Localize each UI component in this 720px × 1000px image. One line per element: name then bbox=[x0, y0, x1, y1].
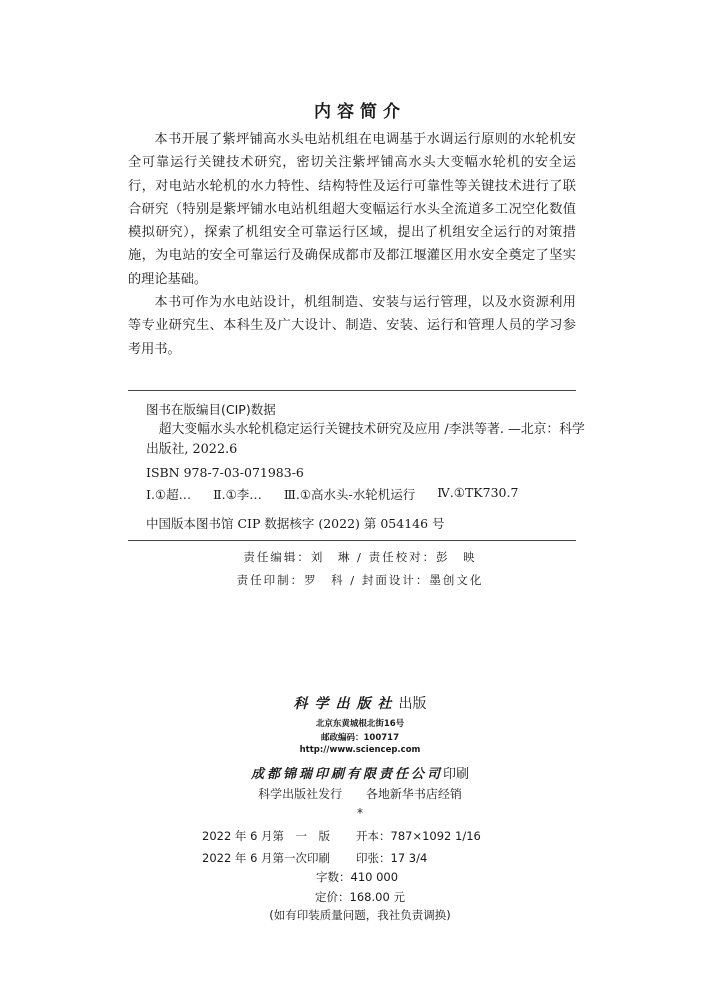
cip-class-3: Ⅲ.①高水头-水轮机运行 bbox=[283, 487, 416, 502]
section-title: 内容简介 bbox=[314, 102, 406, 122]
cip-isbn: ISBN 978-7-03-071983-6 bbox=[146, 465, 304, 480]
intro-paragraph-2: 本书可作为水电站设计，机组制造、安装与运行管理，以及水资源利用等专业研究生、本科生及广大设计、制造、安装、运行和管理人员的学习参考用书。 bbox=[128, 295, 576, 357]
edition-line-2-right: 印张：17 3/4 bbox=[356, 851, 428, 865]
distribution-line bbox=[0, 785, 720, 802]
edition-line-2-left: 2022 年 6 月第一次印刷 bbox=[202, 851, 331, 865]
edition-line-1-right: 开本：787×1092 1/16 bbox=[356, 829, 481, 843]
cip-class-4: Ⅳ.①TK730.7 bbox=[437, 485, 519, 500]
separator-star: * bbox=[357, 806, 363, 820]
intro-body bbox=[128, 128, 576, 361]
publisher-postcode: 邮政编码：100717 bbox=[321, 733, 399, 743]
publisher-url: http://www.sciencep.com bbox=[299, 745, 421, 755]
cip-record: 超大变幅水头水轮机稳定运行关键技术研究及应用 /李洪等著. —北京：科学出版社, 2022.6 bbox=[146, 422, 585, 457]
distribution-issuer: 科学出版社发行 bbox=[258, 787, 343, 801]
price: 定价：168.00 元 bbox=[315, 890, 405, 904]
distribution-seller: 各地新华书店经销 bbox=[365, 787, 462, 801]
word-count: 字数：410 000 bbox=[316, 870, 399, 884]
publisher-brand: 科学出版社 bbox=[293, 696, 399, 712]
intro-paragraph-1: 本书开展了紫坪铺高水头电站机组在电调基于水调运行原则的水轮机安全可靠运行关键技术研究，密切关注紫坪铺高水头大变幅水轮机的安全运行，对电站水轮机的水力特性、结构特性及运行可靠性等关键技术进行了联合研究（特别是紫坪铺水电站机组超大变幅运行水头全流道多工况空化数值模拟研究），探索了机组安全可靠运行区域，提出了机组安全运行的对策措施，为电站的安全可靠运行及确保成都市及都江堰灌区用水安全奠定了坚实的理论基础。 bbox=[128, 132, 576, 287]
cip-label: 图书在版编目(CIP)数据 bbox=[146, 402, 276, 417]
cip-class-1: Ⅰ.①超… bbox=[146, 487, 192, 502]
quality-notice: (如有印装质量问题，我社负责调换) bbox=[269, 908, 451, 922]
cip-catalog-number: 中国版本图书馆 CIP 数据核字 (2022) 第 054146 号 bbox=[146, 516, 445, 531]
cip-classification bbox=[146, 485, 586, 503]
publisher-suffix: 出版 bbox=[398, 696, 427, 712]
printer-brand: 成都锦瑞印刷有限责任公司 bbox=[250, 767, 443, 782]
printer-name bbox=[0, 763, 720, 782]
publisher-address: 北京东黄城根北街16号 bbox=[315, 719, 405, 729]
publisher-name bbox=[0, 693, 720, 713]
staff-line-2: 责任印制：罗 科 / 封面设计：墨创文化 bbox=[236, 573, 484, 587]
staff-line-1: 责任编辑：刘 琳 / 责任校对：彭 映 bbox=[243, 550, 477, 564]
cip-class-2: Ⅱ.①李… bbox=[213, 487, 262, 502]
printer-suffix: 印刷 bbox=[443, 767, 470, 782]
cip-top-rule bbox=[128, 390, 576, 391]
edition-line-1-left: 2022 年 6 月第 一 版 bbox=[202, 829, 331, 843]
cip-bottom-rule bbox=[128, 540, 576, 541]
